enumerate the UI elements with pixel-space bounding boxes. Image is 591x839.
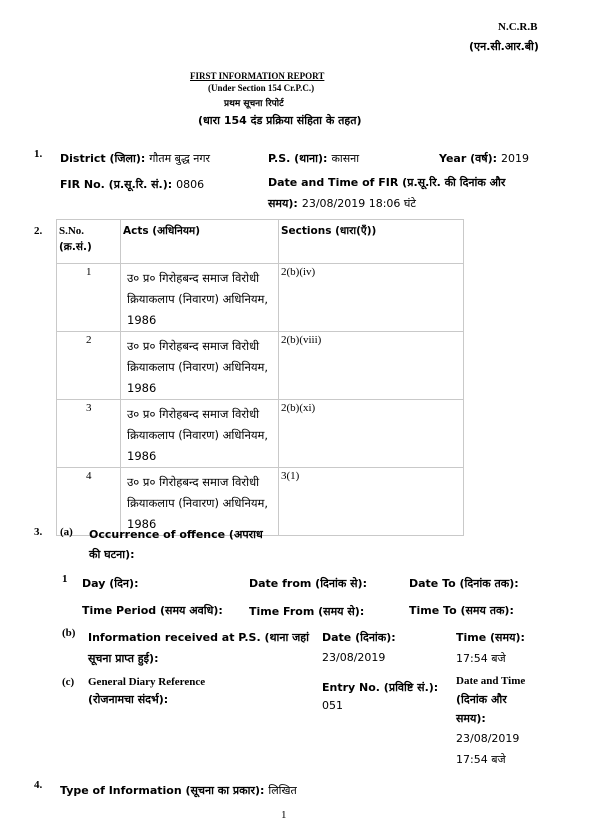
- gd-datetime-label-cont: समय):: [456, 712, 486, 725]
- table-row: [57, 400, 464, 468]
- report-subtitle: (Under Section 154 Cr.P.C.): [208, 83, 315, 93]
- section-2-number: 2.: [34, 225, 43, 237]
- report-title-hindi: प्रथम सूचना रिपोर्ट: [224, 99, 284, 109]
- gd-datetime-label-hindi: (दिनांक और: [456, 693, 507, 706]
- act-value: उ० प्र० गिरोहबन्द समाज विरोधी क्रियाकलाप (निवारण) अधिनियम, 1986: [127, 339, 269, 395]
- info-received-label: Information received at P.S. (थाना जहां: [88, 631, 309, 644]
- sno-header-label: S.No.: [59, 225, 85, 237]
- section-value: 3(1): [281, 470, 300, 482]
- general-diary-label-hindi: (रोजनामचा संदर्भ):: [88, 693, 169, 706]
- year-value: 2019: [501, 152, 530, 165]
- section-1-number: 1.: [34, 148, 43, 160]
- ps-value: कासना: [331, 152, 360, 165]
- year-field: [439, 149, 529, 167]
- section-4-number: 4.: [34, 779, 43, 791]
- section-cell: [279, 264, 464, 332]
- section-3-number: 3.: [34, 526, 43, 538]
- sno-value: 3: [86, 402, 92, 414]
- act-cell: [121, 264, 279, 332]
- gd-time-value: 17:54 बजे: [456, 753, 506, 766]
- information-type-field: [60, 781, 297, 799]
- occurrence-item-number: 1: [62, 573, 68, 585]
- occurrence-label-cont: की घटना):: [89, 548, 135, 561]
- section-value: 2(b)(xi): [281, 402, 316, 414]
- gd-datetime-label: Date and Time: [456, 675, 526, 687]
- info-date-label: Date (दिनांक):: [322, 631, 396, 644]
- date-from-label: Date from (दिनांक से):: [249, 577, 367, 590]
- ps-label: P.S. (थाना):: [268, 152, 328, 165]
- sno-cell: [57, 400, 121, 468]
- sno-header-label-hindi: (क्र.सं.): [59, 241, 92, 253]
- police-station-field: [268, 149, 359, 167]
- sections-header-label: Sections (धारा(एँ)): [281, 225, 377, 237]
- information-type-label: Type of Information (सूचना का प्रकार):: [60, 784, 265, 797]
- acts-header-label: Acts (अधिनियम): [123, 225, 200, 237]
- district-field: [60, 149, 210, 167]
- occurrence-label: Occurrence of offence (अपराध: [89, 528, 263, 541]
- fir-number-field: [60, 175, 204, 193]
- fir-number-label: FIR No. (प्र.सू.रि. सं.):: [60, 178, 173, 191]
- sections-header: [279, 220, 464, 264]
- page-number: 1: [281, 809, 287, 821]
- gd-date-value: 23/08/2019: [456, 732, 520, 745]
- section-value: 2(b)(viii): [281, 334, 322, 346]
- ncrb-label-hindi: (एन.सी.आर.बी): [469, 40, 539, 53]
- section-cell: [279, 468, 464, 536]
- act-cell: [121, 468, 279, 536]
- sno-value: 2: [86, 334, 92, 346]
- section-value: 2(b)(iv): [281, 266, 316, 278]
- fir-datetime-value: 23/08/2019 18:06 घंटे: [301, 197, 416, 210]
- district-value: गौतम बुद्ध नगर: [149, 152, 211, 165]
- report-subtitle-hindi: (धारा 154 दंड प्रक्रिया संहिता के तहत): [198, 114, 362, 127]
- time-from-label: Time From (समय से):: [249, 605, 365, 618]
- table-header-row: [57, 220, 464, 264]
- section-cell: [279, 332, 464, 400]
- act-value: उ० प्र० गिरोहबन्द समाज विरोधी क्रियाकलाप (निवारण) अधिनियम, 1986: [127, 271, 269, 327]
- date-to-label: Date To (दिनांक तक):: [409, 577, 519, 590]
- subsection-b-label: (b): [62, 627, 76, 639]
- sno-cell: [57, 332, 121, 400]
- info-date-value: 23/08/2019: [322, 651, 386, 664]
- section-cell: [279, 400, 464, 468]
- entry-number-value: 051: [322, 699, 343, 712]
- day-label: Day (दिन):: [82, 577, 139, 590]
- info-time-label: Time (समय):: [456, 631, 525, 644]
- act-cell: [121, 400, 279, 468]
- time-period-label: Time Period (समय अवधि):: [82, 604, 223, 617]
- info-time-value: 17:54 बजे: [456, 652, 506, 665]
- acts-sections-table: [56, 219, 464, 536]
- fir-datetime-label: Date and Time of FIR (प्र.सू.रि. की दिनांक और: [268, 176, 506, 189]
- general-diary-label: General Diary Reference: [88, 676, 206, 688]
- acts-header: [121, 220, 279, 264]
- information-type-value: लिखित: [268, 784, 297, 797]
- table-row: [57, 264, 464, 332]
- year-label: Year (वर्ष):: [439, 152, 498, 165]
- report-title: FIRST INFORMATION REPORT: [190, 71, 325, 81]
- act-cell: [121, 332, 279, 400]
- sno-value: 4: [86, 470, 92, 482]
- fir-number-value: 0806: [176, 178, 205, 191]
- entry-number-label: Entry No. (प्रविष्टि सं.):: [322, 681, 439, 694]
- table-row: [57, 468, 464, 536]
- subsection-a-label: (a): [60, 526, 73, 538]
- act-value: उ० प्र० गिरोहबन्द समाज विरोधी क्रियाकलाप (निवारण) अधिनियम, 1986: [127, 407, 269, 463]
- fir-datetime-field: [268, 194, 416, 212]
- sno-header: [57, 220, 121, 264]
- sno-cell: [57, 264, 121, 332]
- ncrb-label: N.C.R.B: [498, 21, 538, 33]
- fir-datetime-label-cont: समय):: [268, 197, 298, 210]
- table-row: [57, 332, 464, 400]
- act-value: उ० प्र० गिरोहबन्द समाज विरोधी क्रियाकलाप (निवारण) अधिनियम, 1986: [127, 475, 269, 531]
- sno-value: 1: [86, 266, 92, 278]
- info-received-label-cont: सूचना प्राप्त हुई):: [88, 652, 159, 665]
- district-label: District (जिला):: [60, 152, 146, 165]
- subsection-c-label: (c): [62, 676, 75, 688]
- time-to-label: Time To (समय तक):: [409, 604, 514, 617]
